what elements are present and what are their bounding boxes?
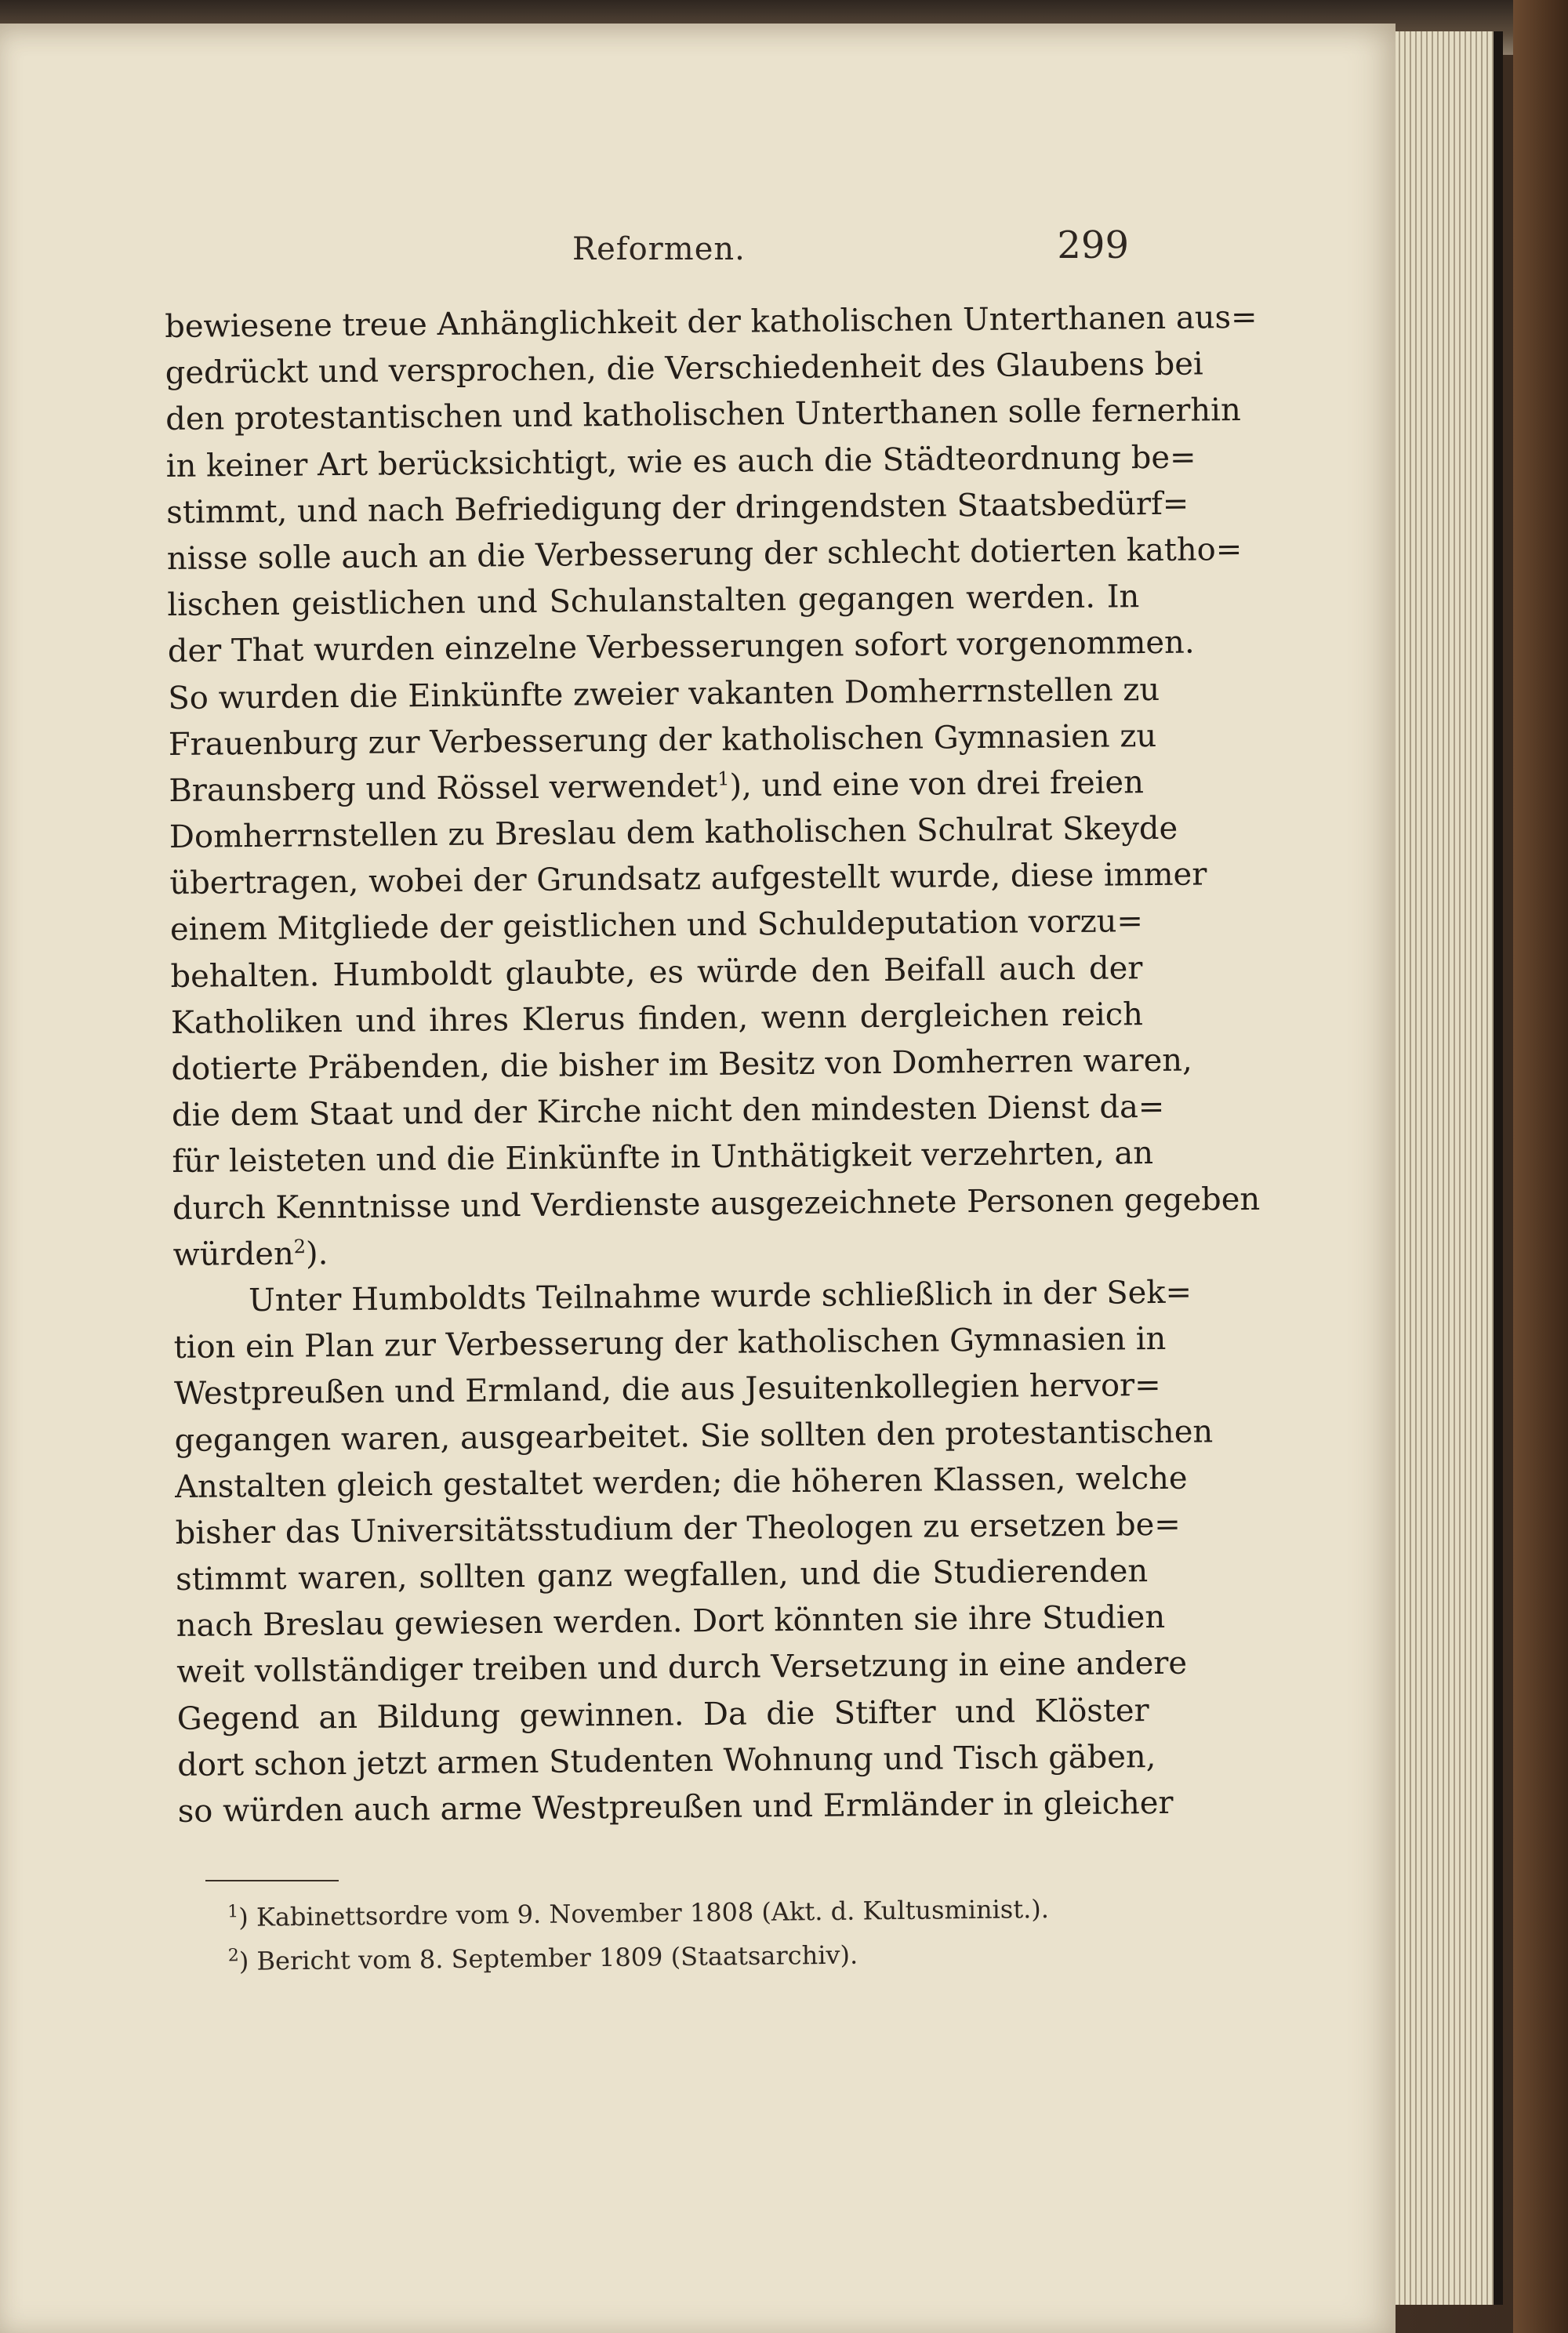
paragraph-1 — [165, 296, 1261, 1279]
footnote-divider — [205, 1880, 339, 1881]
text-line: durch Kenntnisse und Verdienste ausgezeichnete Personen gegeben — [172, 1181, 1261, 1227]
page-stack — [1389, 31, 1499, 2305]
text-line: Westpreußen und Ermland, die aus Jesuitenkollegien hervor= — [173, 1367, 1161, 1413]
footnote-mark: 2 — [227, 1946, 239, 1966]
text-line: übertragen, wobei der Grundsatz aufgestellt wurde, diese immer — [169, 856, 1207, 902]
page-number: 299 — [1057, 223, 1129, 267]
footnote-mark: 1 — [227, 1902, 239, 1922]
page-stack-edge — [1494, 31, 1503, 2305]
footnotes — [227, 1885, 1169, 1983]
text-line: bewiesene treue Anhänglichkeit der katholischen Unterthanen aus= — [165, 299, 1258, 345]
text-line-with-footnote-ref — [172, 1224, 1145, 1279]
book-cover-edge — [1513, 0, 1568, 2333]
text-line: der That wurden einzelne Verbesserungen sofort vorgenommen. — [167, 624, 1195, 670]
text-line: Gegend an Bildung gewinnen. Da die Stifter und Klöster — [176, 1692, 1149, 1737]
paragraph-2 — [173, 1270, 1214, 1835]
text-line: einem Mitgliede der geistlichen und Schuldeputation vorzu= — [169, 903, 1144, 949]
text-line: dotierte Präbenden, die bisher im Besitz von Domherren waren, — [171, 1042, 1192, 1087]
footnote-ref-1: 1 — [717, 767, 730, 790]
text-line-with-footnote-ref — [169, 760, 1145, 815]
text-line: Domherrnstellen zu Breslau dem katholischen Schulrat Skeyde — [169, 810, 1178, 856]
text-line: nach Breslau gewiesen werden. Dort könnten sie ihre Studien — [176, 1599, 1166, 1645]
text-line: Unter Humboldts Teilnahme wurde schließlich in der Sek= — [248, 1274, 1192, 1319]
footnote-ref-2: 2 — [293, 1235, 307, 1258]
text-line: so würden auch arme Westpreußen und Ermländer in gleicher — [177, 1784, 1174, 1830]
text-line: behalten. Humboldt glaubte, es würde den Beifall auch der — [170, 949, 1143, 995]
text-line: stimmt waren, sollten ganz wegfallen, und die Studierenden — [175, 1553, 1149, 1598]
text-line: bisher das Universitätsstudium der Theologen zu ersetzen be= — [175, 1506, 1181, 1551]
text-segment: Braunsberg und Rössel verwendet — [169, 767, 718, 809]
text-line: den protestantischen und katholischen Unterthanen solle fernerhin — [165, 392, 1241, 438]
footnote-text: ) Bericht vom 8. September 1809 (Staatsarchiv). — [238, 1939, 858, 1976]
text-line: die dem Staat und der Kirche nicht den mindesten Dienst da= — [171, 1089, 1165, 1134]
text-line: tion ein Plan zur Verbesserung der katholischen Gymnasien in — [173, 1321, 1167, 1366]
text-line: Anstalten gleich gestaltet werden; die höheren Klassen, welche — [174, 1460, 1188, 1505]
text-line: Katholiken und ihres Klerus finden, wenn dergleichen reich — [170, 996, 1144, 1041]
text-line: gedrückt und versprochen, die Verschiedenheit des Glaubens bei — [165, 346, 1203, 392]
body-text — [165, 296, 1261, 1835]
text-segment: ), und eine von drei freien — [729, 764, 1145, 804]
text-line: nisse solle auch an die Verbesserung der schlecht dotierten katho= — [166, 531, 1243, 577]
text-segment: ). — [305, 1235, 328, 1272]
text-line: So wurden die Einkünfte zweier vakanten Domherrnstellen zu — [168, 671, 1160, 717]
text-line: weit vollständiger treiben und durch Versetzung in eine andere — [176, 1645, 1188, 1691]
text-line: gegangen waren, ausgearbeitet. Sie sollten den protestantischen — [174, 1413, 1214, 1459]
text-line: in keiner Art berücksichtigt, wie es auch die Städteordnung be= — [165, 439, 1196, 484]
footnote-text: ) Kabinettsordre vom 9. November 1808 (Akt. d. Kultusminist.). — [238, 1894, 1050, 1932]
text-line: dort schon jetzt armen Studenten Wohnung und Tisch gäben, — [177, 1738, 1156, 1783]
text-segment: würden — [172, 1235, 294, 1273]
running-head: Reformen. — [572, 231, 746, 267]
page-header — [165, 223, 1129, 270]
text-line: stimmt, und nach Befriedigung der dringendsten Staatsbedürf= — [166, 485, 1189, 531]
text-line: lischen geistlichen und Schulanstalten gegangen werden. In — [167, 579, 1140, 624]
text-line: für leisteten und die Einkünfte in Unthätigkeit verzehrten, an — [172, 1135, 1154, 1181]
text-line: Frauenburg zur Verbesserung der katholischen Gymnasien zu — [168, 717, 1157, 763]
